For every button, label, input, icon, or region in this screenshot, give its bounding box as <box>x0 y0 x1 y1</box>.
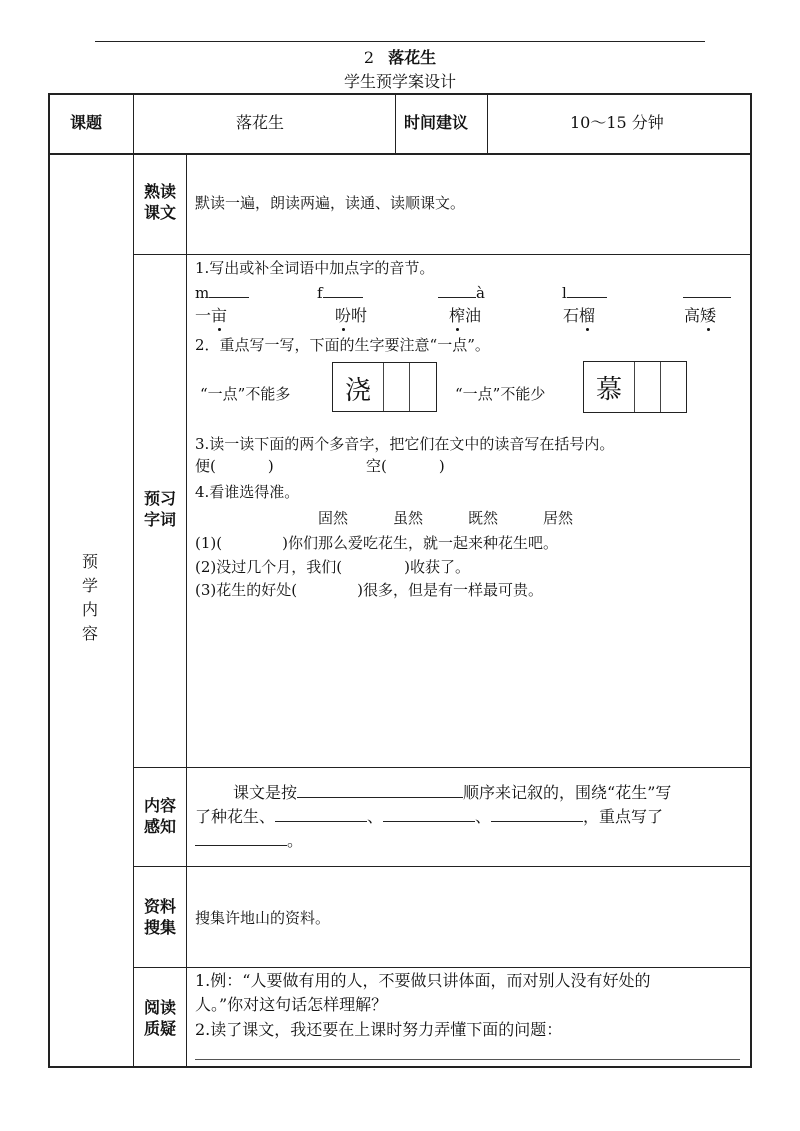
word-3: 榨油 <box>449 306 482 325</box>
word-1: 一亩 <box>195 306 228 325</box>
q4-option: 固然 <box>318 509 349 527</box>
lesson-number: 2 <box>363 48 375 67</box>
q4-sentence-2[interactable]: (2)没过几个月，我们( )收获了。 <box>195 558 470 576</box>
pinyin-hint: l <box>562 284 567 302</box>
dotted-char: 吩 <box>335 306 352 325</box>
q2-left-label: “一点”不能多 <box>200 385 291 403</box>
lesson-title <box>0 45 800 68</box>
dotted-char: 榴 <box>579 306 596 325</box>
word-5: 高矮 <box>684 306 717 325</box>
yuedu-label <box>136 997 184 1039</box>
neirong-line-3[interactable]: 。 <box>195 831 303 851</box>
dotted-char: 榨 <box>449 306 466 325</box>
writing-grid-right[interactable] <box>583 361 687 413</box>
page-subtitle: 学生预学案设计 <box>343 72 456 91</box>
pinyin-blank-3[interactable] <box>438 283 485 303</box>
yuxi-q3-title: 3.读一读下面的两个多音字，把它们在文中的读音写在括号内。 <box>195 435 615 453</box>
yuxi-q4-title: 4.看谁选得准。 <box>195 483 300 501</box>
neirong-label-line: 内容 <box>143 796 176 815</box>
word-2: 吩咐 <box>335 306 368 325</box>
q4-sentence-3[interactable]: (3)花生的好处( )很多，但是有一样最可贵。 <box>195 581 543 599</box>
yuxi-label-line: 字词 <box>143 510 176 529</box>
grid-char: 慕 <box>595 375 622 405</box>
yuedu-q1-line1: 1.例：“人要做有用的人，不要做只讲体面，而对别人没有好处的 <box>195 971 651 990</box>
shudu-label <box>136 181 184 223</box>
word-4: 石榴 <box>563 306 596 325</box>
pinyin-blank-5[interactable] <box>683 283 731 303</box>
yuedu-q2: 2.读了课文，我还要在上课时努力弄懂下面的问题： <box>195 1020 563 1039</box>
yuxi-label <box>136 488 184 530</box>
yuedu-label-line: 阅读 <box>143 998 176 1017</box>
label-time: 时间建议 <box>404 113 469 132</box>
pinyin-blank-4[interactable] <box>562 283 607 303</box>
answer-line[interactable] <box>195 1059 740 1060</box>
pinyin-blank-1[interactable] <box>195 283 249 303</box>
yuedu-q1-line2: 人。”你对这句话怎样理解？ <box>195 995 388 1014</box>
neirong-label-line: 感知 <box>143 817 176 836</box>
pinyin-hint: m <box>195 284 210 302</box>
neirong-label <box>136 795 184 837</box>
dotted-char: 矮 <box>700 306 717 325</box>
pinyin-blank-2[interactable] <box>317 283 363 303</box>
ziliao-content: 搜集许地山的资料。 <box>195 909 331 927</box>
yuxi-label-line: 预习 <box>143 489 176 508</box>
q4-sentence-1[interactable]: (1)( )你们那么爱吃花生，就一起来种花生吧。 <box>195 534 558 552</box>
q4-option: 虽然 <box>393 509 424 527</box>
section-label-char: 预 <box>81 552 98 571</box>
section-label <box>70 550 110 646</box>
q3-item-1[interactable]: 便( ) <box>195 457 274 475</box>
section-label-char: 内 <box>81 600 98 619</box>
pinyin-hint: f <box>317 284 323 302</box>
topic-value: 落花生 <box>236 113 285 132</box>
yuxi-q1-title: 1.写出或补全词语中加点字的音节。 <box>195 259 435 277</box>
neirong-line-2[interactable]: 了种花生、 、 、 ，重点写了 <box>195 807 664 826</box>
label-topic: 课题 <box>70 113 103 132</box>
ziliao-label <box>136 896 184 938</box>
dotted-char: 亩 <box>211 306 228 325</box>
time-value: 10～15 分钟 <box>570 113 664 132</box>
grid-char: 浇 <box>344 376 371 406</box>
yuedu-label-line: 质疑 <box>143 1019 176 1038</box>
ziliao-label-line: 搜集 <box>143 918 176 937</box>
neirong-line-1[interactable]: 课文是按 顺序来记叙的，围绕“花生”写 <box>233 783 672 802</box>
yuxi-q2-title: 2．重点写一写，下面的生字要注意“一点”。 <box>195 336 490 354</box>
shudu-label-line: 课文 <box>143 203 176 222</box>
ziliao-label-line: 资料 <box>143 897 176 916</box>
shudu-content: 默读一遍，朗读两遍，读通、读顺课文。 <box>195 194 466 212</box>
lesson-title-text: 落花生 <box>388 48 437 67</box>
shudu-label-line: 熟读 <box>143 182 176 201</box>
section-label-char: 容 <box>81 624 98 643</box>
writing-grid-left[interactable] <box>332 362 437 412</box>
pinyin-hint: à <box>476 284 485 302</box>
section-label-char: 学 <box>81 576 98 595</box>
q3-item-2[interactable]: 空( ) <box>366 457 445 475</box>
q4-option: 居然 <box>543 509 574 527</box>
q4-option: 既然 <box>468 509 499 527</box>
q2-right-label: “一点”不能少 <box>455 385 546 403</box>
top-rule <box>95 41 705 42</box>
